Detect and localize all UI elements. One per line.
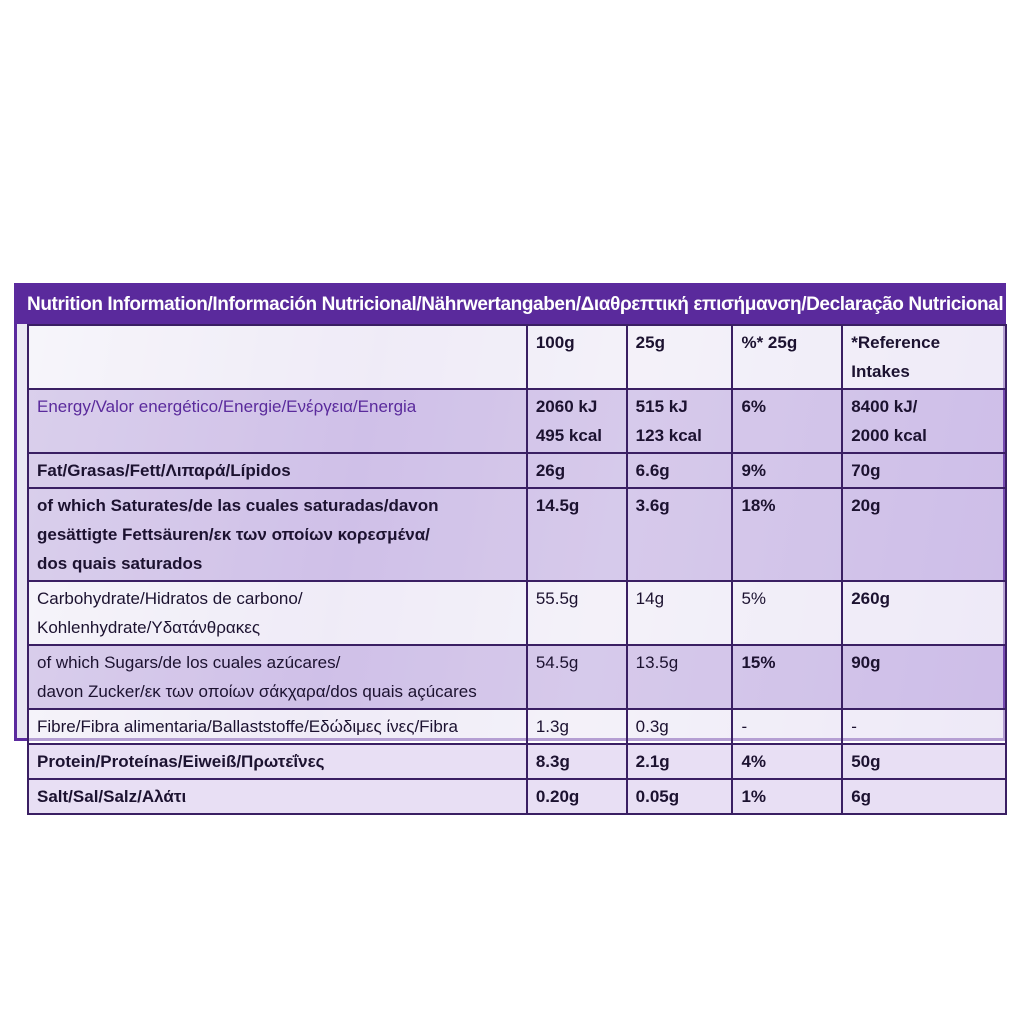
value-100g: 55.5g — [527, 581, 627, 645]
table-row — [28, 488, 1006, 581]
value-25g: 2.1g — [627, 744, 733, 779]
value-percent-25g: 6% — [732, 389, 842, 453]
table-row — [28, 709, 1006, 744]
value-reference: 6g — [842, 779, 1006, 814]
nutrient-name: Protein/Proteínas/Eiweiß/Πρωτεΐνες — [28, 744, 527, 779]
table-row — [28, 779, 1006, 814]
value-25g: 0.3g — [627, 709, 733, 744]
value-25g: 14g — [627, 581, 733, 645]
value-reference: 50g — [842, 744, 1006, 779]
value-25g: 3.6g — [627, 488, 733, 581]
nutrient-name: Fibre/Fibra alimentaria/Ballaststoffe/Εδώδιμες ίνες/Fibra — [28, 709, 527, 744]
header-cell-25g: 25g — [627, 325, 733, 389]
value-25g: 515 kJ 123 kcal — [627, 389, 733, 453]
value-25g: 0.05g — [627, 779, 733, 814]
value-reference: 90g — [842, 645, 1006, 709]
header-cell-nutrient — [28, 325, 527, 389]
value-100g: 0.20g — [527, 779, 627, 814]
value-percent-25g: 1% — [732, 779, 842, 814]
header-cell-percent-25g: %* 25g — [732, 325, 842, 389]
value-reference: 8400 kJ/ 2000 kcal — [842, 389, 1006, 453]
table-row — [28, 453, 1006, 488]
value-100g: 8.3g — [527, 744, 627, 779]
value-100g: 2060 kJ 495 kcal — [527, 389, 627, 453]
value-reference: 70g — [842, 453, 1006, 488]
table-row — [28, 645, 1006, 709]
nutrition-label — [14, 283, 1006, 806]
table-row — [28, 389, 1006, 453]
value-100g: 14.5g — [527, 488, 627, 581]
table-row — [28, 744, 1006, 779]
value-100g: 26g — [527, 453, 627, 488]
nutrition-table — [27, 324, 1007, 815]
nutrient-name: Energy/Valor energético/Energie/Ενέργεια/Energia — [28, 389, 527, 453]
nutrient-name: Carbohydrate/Hidratos de carbono/ Kohlenhydrate/Υδατάνθρακες — [28, 581, 527, 645]
value-100g: 54.5g — [527, 645, 627, 709]
value-percent-25g: 18% — [732, 488, 842, 581]
value-reference: - — [842, 709, 1006, 744]
value-100g: 1.3g — [527, 709, 627, 744]
value-percent-25g: 9% — [732, 453, 842, 488]
value-percent-25g: 5% — [732, 581, 842, 645]
header-cell-100g: 100g — [527, 325, 627, 389]
value-percent-25g: 15% — [732, 645, 842, 709]
value-percent-25g: - — [732, 709, 842, 744]
nutrient-name: Salt/Sal/Salz/Αλάτι — [28, 779, 527, 814]
value-25g: 13.5g — [627, 645, 733, 709]
value-reference: 20g — [842, 488, 1006, 581]
value-25g: 6.6g — [627, 453, 733, 488]
nutrient-name: of which Sugars/de los cuales azúcares/ davon Zucker/εκ των οποίων σάκχαρα/dos quais açúcares — [28, 645, 527, 709]
value-percent-25g: 4% — [732, 744, 842, 779]
nutrient-name: Fat/Grasas/Fett/Λιπαρά/Lípidos — [28, 453, 527, 488]
nutrition-title: Nutrition Information/Información Nutricional/Nährwertangaben/Διαθρεπτική επισήμανση/Declaração Nutricional — [17, 286, 1003, 324]
table-header-row — [28, 325, 1006, 389]
header-cell-reference-intakes: *Reference Intakes — [842, 325, 1006, 389]
table-row — [28, 581, 1006, 645]
nutrient-name: of which Saturates/de las cuales saturadas/davon gesättigte Fettsäuren/εκ των οποίων κορεσμένα/ dos quais saturados — [28, 488, 527, 581]
value-reference: 260g — [842, 581, 1006, 645]
